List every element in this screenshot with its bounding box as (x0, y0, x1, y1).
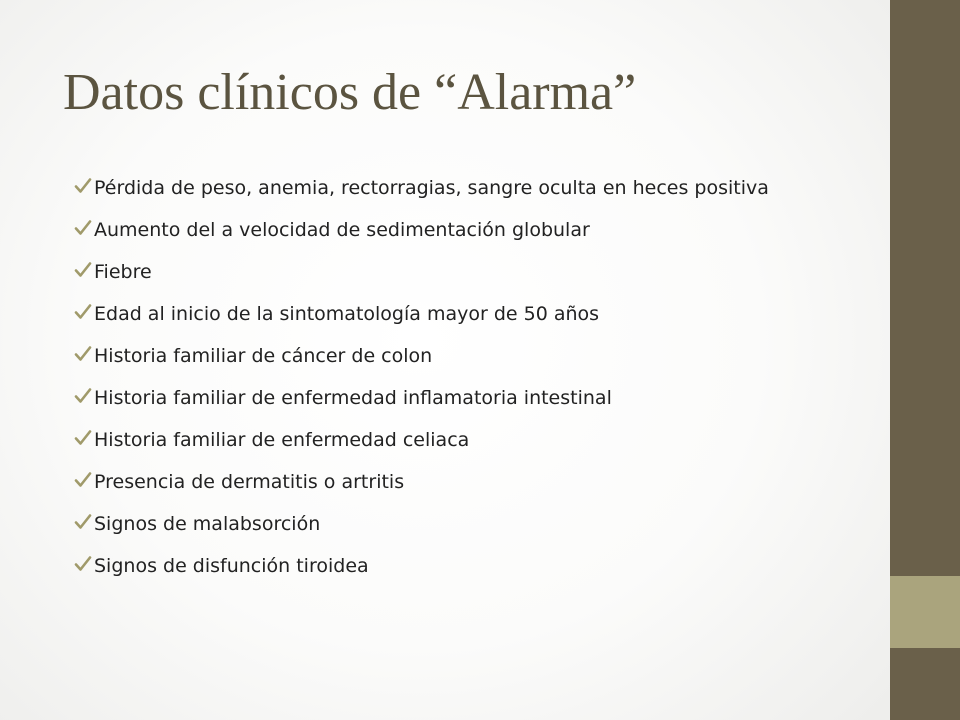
list-item (74, 258, 864, 286)
checkmark-icon (74, 513, 92, 531)
list-item (74, 216, 864, 244)
checkmark-icon (74, 177, 92, 195)
list-item-text: Fiebre (94, 261, 152, 283)
list-item (74, 426, 864, 454)
list-item-text: Historia familiar de enfermedad inflamatoria intestinal (94, 387, 612, 409)
list-item (74, 384, 864, 412)
checkmark-icon (74, 303, 92, 321)
list-item (74, 510, 864, 538)
list-item-text: Signos de disfunción tiroidea (94, 555, 369, 577)
list-item (74, 174, 864, 202)
list-item (74, 342, 864, 370)
checkmark-icon (74, 387, 92, 405)
slide-title: Datos clínicos de “Alarma” (63, 64, 637, 121)
list-item (74, 300, 864, 328)
checkmark-icon (74, 555, 92, 573)
checkmark-icon (74, 429, 92, 447)
side-bar-accent (890, 576, 960, 648)
list-item (74, 552, 864, 580)
bullet-list (74, 174, 864, 594)
list-item-text: Signos de malabsorción (94, 513, 321, 535)
list-item-text: Presencia de dermatitis o artritis (94, 471, 405, 493)
checkmark-icon (74, 471, 92, 489)
list-item-text: Pérdida de peso, anemia, rectorragias, sangre oculta en heces positiva (94, 177, 769, 199)
list-item-text: Historia familiar de enfermedad celiaca (94, 429, 470, 451)
checkmark-icon (74, 219, 92, 237)
list-item-text: Edad al inicio de la sintomatología mayor de 50 años (94, 303, 600, 325)
list-item (74, 468, 864, 496)
list-item-text: Aumento del a velocidad de sedimentación globular (94, 219, 590, 241)
checkmark-icon (74, 261, 92, 279)
checkmark-icon (74, 345, 92, 363)
list-item-text: Historia familiar de cáncer de colon (94, 345, 433, 367)
